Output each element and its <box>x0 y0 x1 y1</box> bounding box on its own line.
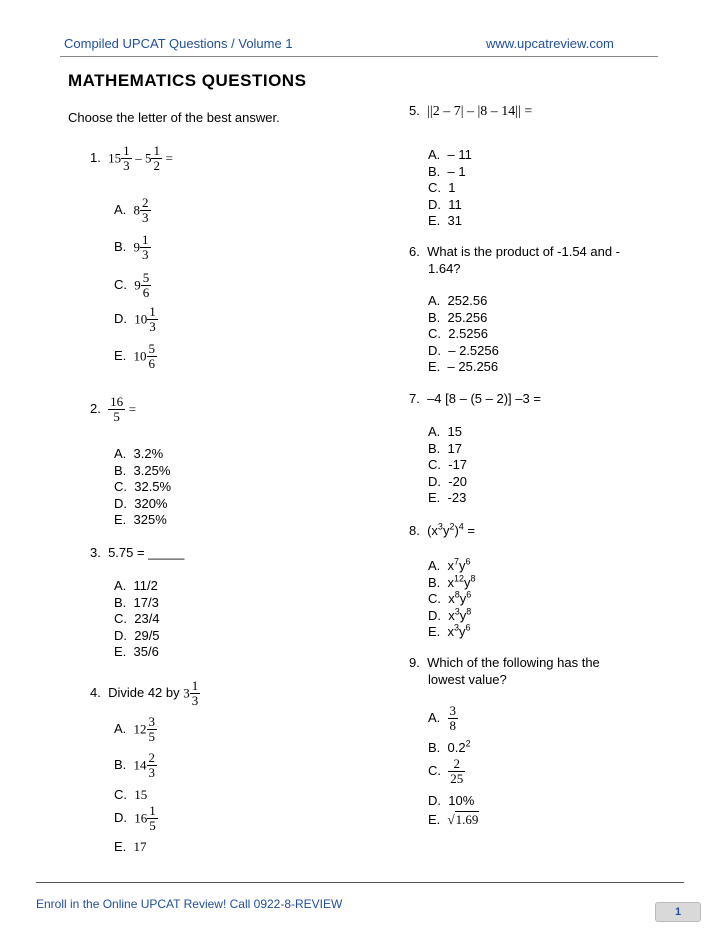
q3-choice-d[interactable]: D. 29/5 <box>114 627 160 643</box>
question-2: 2. $\frac{16}{5}$ = <box>90 394 137 424</box>
sqrt-symbol: √1.69 <box>447 812 479 827</box>
question-3: 3. 5.75 = _____ <box>90 545 185 560</box>
question-8: 8. $(x^3y^2)^4$ = <box>409 521 476 538</box>
question-9: 9. Which of the following has the lowest value? <box>409 655 600 687</box>
q2-choice-b[interactable]: B. 3.25% <box>114 462 171 478</box>
q5-choice-e[interactable]: E. 31 <box>428 213 462 228</box>
q5-choice-a[interactable]: A. – 11 <box>428 147 472 162</box>
question-7: 7. –4 [8 – (5 – 2)] –3 = <box>409 391 541 406</box>
question-5: 5. ||2 – 7| – |8 – 14|| = <box>409 103 533 119</box>
q4-choice-d[interactable]: D. 16 $\frac{1}{5}$ <box>114 803 156 833</box>
q1-choice-a[interactable]: A. 8 $\frac{2}{3}$ <box>114 195 149 225</box>
q7-choices <box>428 424 467 507</box>
q7-choice-a[interactable]: A. 15 <box>428 424 462 439</box>
q1-number: 1. <box>90 149 101 165</box>
q1-choice-b[interactable]: B. 9 $\frac{1}{3}$ <box>114 232 149 262</box>
header-rule <box>60 56 658 57</box>
q6-choice-e[interactable]: E. – 25.256 <box>428 359 499 374</box>
header-right-url[interactable]: www.upcatreview.com <box>486 36 614 51</box>
q1-equals: = <box>165 150 173 166</box>
page-number: 1 <box>655 902 701 922</box>
header-left: Compiled UPCAT Questions / Volume 1 <box>64 36 293 51</box>
q1-frac2: $\frac{1}{2}$ <box>153 143 160 173</box>
question-6: 6. What is the product of -1.54 and - 1.64? <box>409 244 621 276</box>
q9-choice-e[interactable]: E. √1.69 <box>428 812 479 827</box>
q3-choice-a[interactable]: A. 11/2 <box>114 578 158 593</box>
q1-whole: 15 <box>108 150 122 166</box>
q2-choice-c[interactable]: C. 32.5% <box>114 479 172 494</box>
q8-choice-a[interactable]: A. $x^7y^6$ <box>428 556 471 573</box>
q5-choice-d[interactable]: D. 11 <box>428 196 462 212</box>
instruction: Choose the letter of the best answer. <box>68 110 280 125</box>
q7-choice-d[interactable]: D. -20 <box>428 473 468 489</box>
q5-choice-b[interactable]: B. – 1 <box>428 163 466 179</box>
q4-choice-c[interactable]: C. 15 <box>114 787 148 802</box>
q1-choice-c[interactable]: C. 9 $\frac{5}{6}$ <box>114 270 150 300</box>
q3-choice-b[interactable]: B. 17/3 <box>114 594 159 610</box>
footer-rule <box>36 882 684 883</box>
q7-choice-e[interactable]: E. -23 <box>428 490 467 505</box>
q6-choice-b[interactable]: B. 25.256 <box>428 309 488 325</box>
q2-choice-d[interactable]: D. 320% <box>114 495 168 511</box>
q6-choice-d[interactable]: D. – 2.5256 <box>428 342 499 358</box>
footer-text[interactable]: Enroll in the Online UPCAT Review! Call 0922-8-REVIEW <box>36 897 343 911</box>
q1-choice-e[interactable]: E. 10 $\frac{5}{6}$ <box>114 341 156 371</box>
q6-choice-a[interactable]: A. 252.56 <box>428 293 488 308</box>
q2-choice-a[interactable]: A. 3.2% <box>114 446 164 461</box>
q5-choice-c[interactable]: C. 1 <box>428 180 456 195</box>
q2-choice-e[interactable]: E. 325% <box>114 512 167 527</box>
q3-choices <box>114 578 160 661</box>
q6-choices <box>428 293 499 376</box>
q9-choice-c[interactable]: C. $\frac{2}{25}$ <box>428 756 464 786</box>
question-4: 4. Divide 42 by 3 $\frac{1}{3}$ <box>90 678 199 708</box>
q8-choice-d[interactable]: D. $x^3y^8$ <box>428 606 472 623</box>
q3-choice-c[interactable]: C. 23/4 <box>114 611 160 626</box>
q1-choice-d[interactable]: D. 10 $\frac{1}{3}$ <box>114 304 156 334</box>
q8-choices <box>428 558 476 641</box>
q4-choice-e[interactable]: E. 17 <box>114 839 147 854</box>
q2-choices <box>114 446 171 529</box>
question-1 <box>90 144 173 173</box>
q7-choice-c[interactable]: C. -17 <box>428 457 468 472</box>
q8-choice-b[interactable]: B. $x^{12}y^8$ <box>428 573 476 590</box>
q9-choice-b[interactable]: B. $0.2^2$ <box>428 738 471 755</box>
q9-choice-d[interactable]: D. 10% <box>428 793 475 808</box>
q8-choice-e[interactable]: E. $x^3y^6$ <box>428 622 471 639</box>
q8-choice-c[interactable]: C. $x^8y^6$ <box>428 589 472 606</box>
q4-choice-b[interactable]: B. 14 $\frac{2}{3}$ <box>114 750 156 780</box>
q1-frac1: $\frac{1}{3}$ <box>123 143 130 173</box>
q3-choice-e[interactable]: E. 35/6 <box>114 644 159 659</box>
q1-operator: – 5 <box>135 150 152 166</box>
q9-choice-a[interactable]: A. $\frac{3}{8}$ <box>428 703 457 733</box>
q7-choice-b[interactable]: B. 17 <box>428 440 462 456</box>
page-title: MATHEMATICS QUESTIONS <box>68 71 307 90</box>
q5-choices <box>428 147 472 230</box>
q4-choice-a[interactable]: A. 12 $\frac{3}{5}$ <box>114 714 156 744</box>
q6-choice-c[interactable]: C. 2.5256 <box>428 326 488 341</box>
